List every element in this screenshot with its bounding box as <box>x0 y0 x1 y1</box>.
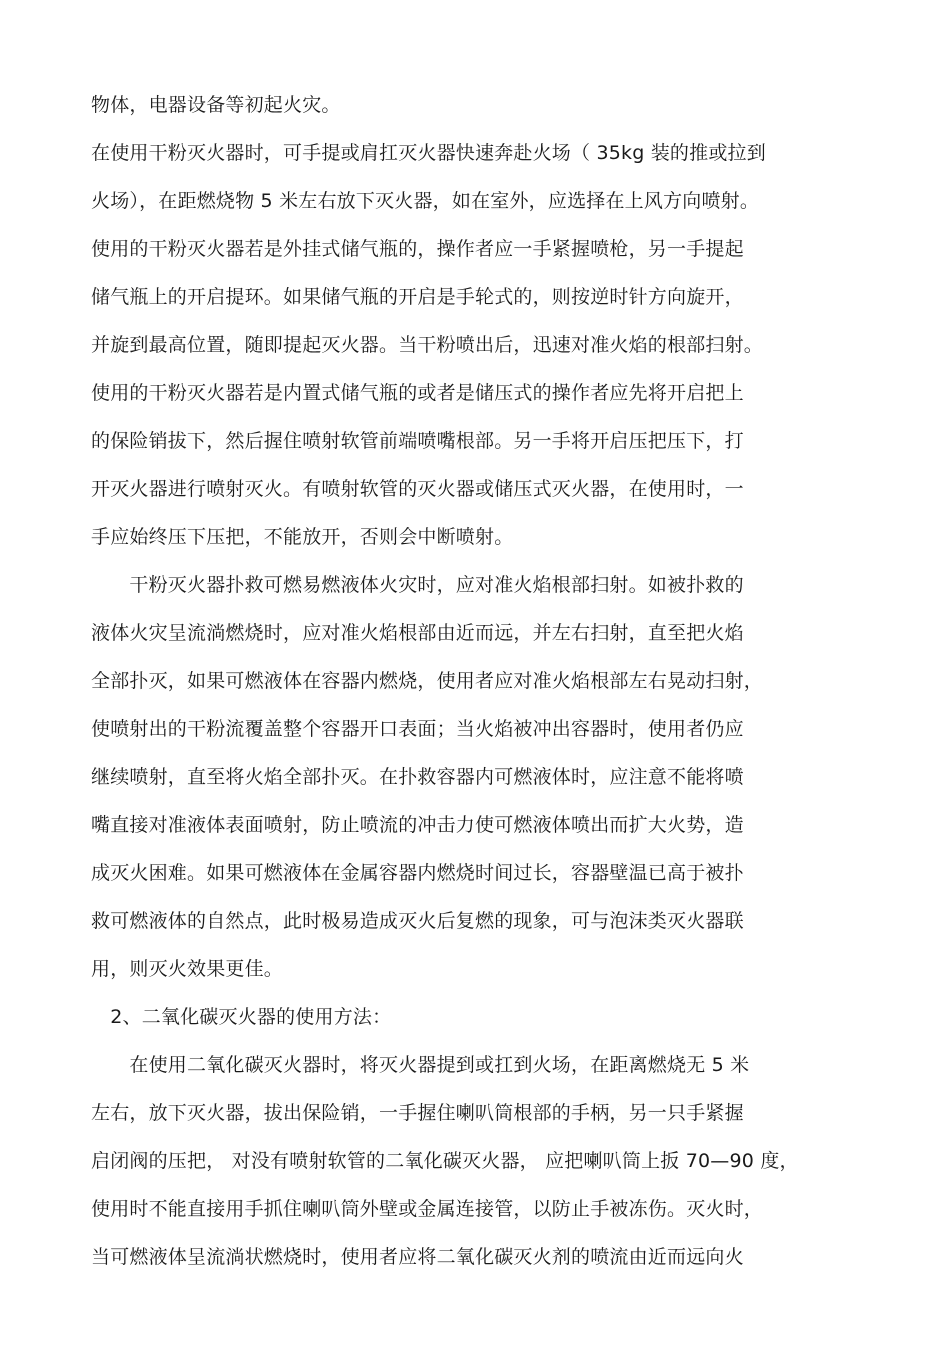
text-line: 左右，放下灭火器，拔出保险销，一手握住喇叭筒根部的手柄，另一只手紧握 <box>91 1102 744 1124</box>
text-line: 并旋到最高位置，随即提起灭火器。当干粉喷出后，迅速对准火焰的根部扫射。 <box>91 334 764 356</box>
text-line: 使喷射出的干粉流覆盖整个容器开口表面；当火焰被冲出容器时，使用者仍应 <box>91 718 744 740</box>
text-line: 成灭火困难。如果可燃液体在金属容器内燃烧时间过长，容器壁温已高于被扑 <box>91 862 744 884</box>
text-line: 储气瓶上的开启提环。如果储气瓶的开启是手轮式的，则按逆时针方向旋开， <box>91 286 744 308</box>
text-line: 启闭阀的压把， 对没有喷射软管的二氧化碳灭火器， 应把喇叭筒上扳 70—90 度， <box>91 1150 799 1172</box>
text-line: 火场），在距燃烧物 5 米左右放下灭火器，如在室外，应选择在上风方向喷射。 <box>91 190 760 212</box>
text-line: 在使用干粉灭火器时，可手提或肩扛灭火器快速奔赴火场（ 35kg 装的推或拉到 <box>91 142 766 164</box>
section-heading: 2、二氧化碳灭火器的使用方法： <box>91 1006 392 1028</box>
text-line: 用，则灭火效果更佳。 <box>91 958 284 980</box>
text-line: 液体火灾呈流淌燃烧时，应对准火焰根部由近而远，并左右扫射，直至把火焰 <box>91 622 744 644</box>
text-line: 手应始终压下压把，不能放开，否则会中断喷射。 <box>91 526 514 548</box>
text-line: 使用的干粉灭火器若是内置式储气瓶的或者是储压式的操作者应先将开启把上 <box>91 382 744 404</box>
text-line: 救可燃液体的自然点，此时极易造成灭火后复燃的现象，可与泡沫类灭火器联 <box>91 910 744 932</box>
text-line: 干粉灭火器扑救可燃易燃液体火灾时，应对准火焰根部扫射。如被扑救的 <box>91 574 744 596</box>
text-line: 在使用二氧化碳灭火器时，将灭火器提到或扛到火场，在距离燃烧无 5 米 <box>91 1054 750 1076</box>
text-line: 物体，电器设备等初起火灾。 <box>91 94 341 116</box>
text-line: 使用的干粉灭火器若是外挂式储气瓶的，操作者应一手紧握喷枪，另一手提起 <box>91 238 744 260</box>
text-line: 嘴直接对准液体表面喷射，防止喷流的冲击力使可燃液体喷出而扩大火势，造 <box>91 814 744 836</box>
text-line: 使用时不能直接用手抓住喇叭筒外壁或金属连接管，以防止手被冻伤。灭火时， <box>91 1198 764 1220</box>
text-line: 全部扑灭，如果可燃液体在容器内燃烧，使用者应对准火焰根部左右晃动扫射， <box>91 670 764 692</box>
text-line: 开灭火器进行喷射灭火。有喷射软管的灭火器或储压式灭火器，在使用时，一 <box>91 478 744 500</box>
text-line: 的保险销拔下，然后握住喷射软管前端喷嘴根部。另一手将开启压把压下，打 <box>91 430 744 452</box>
text-line: 继续喷射，直至将火焰全部扑灭。在扑救容器内可燃液体时，应注意不能将喷 <box>91 766 744 788</box>
text-line: 当可燃液体呈流淌状燃烧时，使用者应将二氧化碳灭火剂的喷流由近而远向火 <box>91 1246 744 1268</box>
